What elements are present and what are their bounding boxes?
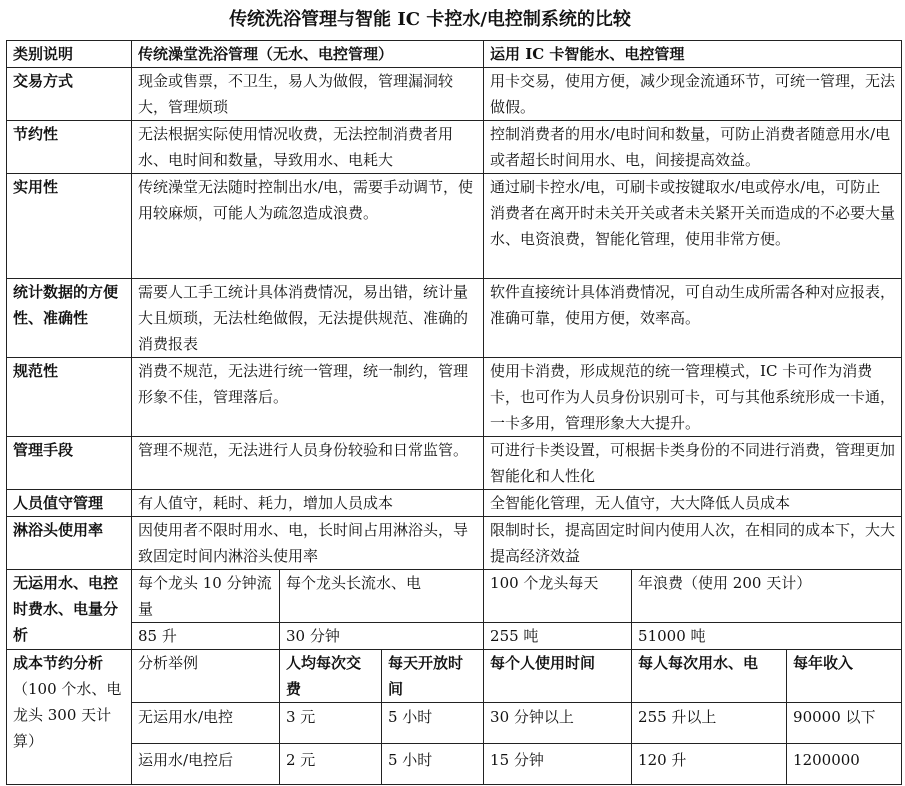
row-smart: 全智能化管理，无人值守，大大降低人员成本 <box>484 490 902 517</box>
cost-cell: 5 小时 <box>382 744 484 785</box>
waste-header-row <box>7 570 902 623</box>
header-smart: 运用 IC 卡智能水、电控管理 <box>484 41 902 68</box>
row-smart: 用卡交易，使用方便，减少现金流通环节，可统一管理，无法做假。 <box>484 68 902 121</box>
waste-value-cell: 51000 吨 <box>632 623 902 650</box>
cost-cell: 3 元 <box>280 703 382 744</box>
cost-label-cell <box>7 650 132 785</box>
waste-value-cell: 255 吨 <box>484 623 632 650</box>
row-label: 规范性 <box>7 358 132 437</box>
cost-head-cell: 每人每次用水、电 <box>632 650 787 703</box>
cost-head-cell: 每个人使用时间 <box>484 650 632 703</box>
row-traditional: 因使用者不限时用水、电，长时间占用淋浴头，导致固定时间内淋浴头使用率 <box>132 517 484 570</box>
table-row <box>7 517 902 570</box>
row-label: 管理手段 <box>7 437 132 490</box>
waste-head-cell: 年浪费（使用 200 天计） <box>632 570 902 623</box>
table-row <box>7 121 902 174</box>
row-smart: 使用卡消费，形成规范的统一管理模式，IC 卡可作为消费卡，也可作为人员身份识别可卡，可与其他系统形成一卡通，一卡多用，管理形象大大提升。 <box>484 358 902 437</box>
row-traditional: 需要人工手工统计具体消费情况，易出错，统计量大且烦琐，无法杜绝做假，无法提供规范、准确的消费报表 <box>132 279 484 358</box>
cost-label: 成本节约分析 <box>13 654 104 672</box>
cost-head-cell: 每天开放时间 <box>382 650 484 703</box>
cost-cell: 运用水/电控后 <box>132 744 280 785</box>
table-row <box>7 490 902 517</box>
cost-row <box>7 744 902 785</box>
cost-cell: 无运用水/电控 <box>132 703 280 744</box>
row-traditional: 管理不规范，无法进行人员身份较验和日常监管。 <box>132 437 484 490</box>
header-traditional: 传统澡堂洗浴管理（无水、电控管理） <box>132 41 484 68</box>
row-smart: 通过刷卡控水/电，可刷卡或按键取水/电或停水/电，可防止消费者在离开时未关开关或者未关紧开关而造成的不必要大量水、电资浪费，智能化管理，使用非常方便。 <box>484 174 902 279</box>
waste-value-row <box>7 623 902 650</box>
table-row <box>7 358 902 437</box>
cost-head-cell: 每年收入 <box>787 650 902 703</box>
row-traditional: 现金或售票，不卫生，易人为做假，管理漏洞较大，管理烦琐 <box>132 68 484 121</box>
row-traditional: 有人值守，耗时、耗力，增加人员成本 <box>132 490 484 517</box>
cost-cell: 120 升 <box>632 744 787 785</box>
cost-cell: 15 分钟 <box>484 744 632 785</box>
cost-head-cell: 分析举例 <box>132 650 280 703</box>
waste-head-cell: 每个龙头 10 分钟流量 <box>132 570 280 623</box>
row-label: 节约性 <box>7 121 132 174</box>
row-traditional: 传统澡堂无法随时控制出水/电，需要手动调节，使用较麻烦，可能人为疏忽造成浪费。 <box>132 174 484 279</box>
waste-head-cell: 每个龙头长流水、电 <box>280 570 484 623</box>
row-smart: 软件直接统计具体消费情况，可自动生成所需各种对应报表，准确可靠，使用方便，效率高。 <box>484 279 902 358</box>
row-smart: 可进行卡类设置，可根据卡类身份的不同进行消费，管理更加智能化和人性化 <box>484 437 902 490</box>
waste-value-cell: 85 升 <box>132 623 280 650</box>
cost-cell: 2 元 <box>280 744 382 785</box>
cost-cell: 5 小时 <box>382 703 484 744</box>
table-row <box>7 174 902 279</box>
waste-value-cell: 30 分钟 <box>280 623 484 650</box>
row-label: 交易方式 <box>7 68 132 121</box>
cost-header-row <box>7 650 902 703</box>
row-traditional: 无法根据实际使用情况收费，无法控制消费者用水、电时间和数量，导致用水、电耗大 <box>132 121 484 174</box>
table-row <box>7 68 902 121</box>
cost-cell: 255 升以上 <box>632 703 787 744</box>
waste-head-cell: 100 个龙头每天 <box>484 570 632 623</box>
cost-row <box>7 703 902 744</box>
row-label: 实用性 <box>7 174 132 279</box>
table-row <box>7 279 902 358</box>
cost-note: （100 个水、电龙头 300 天计算） <box>13 680 122 750</box>
row-label: 淋浴头使用率 <box>7 517 132 570</box>
comparison-table <box>6 40 902 785</box>
waste-label: 无运用水、电控时费水、电量分析 <box>7 570 132 650</box>
row-label: 统计数据的方便性、准确性 <box>7 279 132 358</box>
cost-cell: 30 分钟以上 <box>484 703 632 744</box>
header-row <box>7 41 902 68</box>
cost-cell: 90000 以下 <box>787 703 902 744</box>
row-label: 人员值守管理 <box>7 490 132 517</box>
page-title: 传统洗浴管理与智能 IC 卡控水/电控制系统的比较 <box>229 9 631 30</box>
row-traditional: 消费不规范，无法进行统一管理，统一制约，管理形象不佳，管理落后。 <box>132 358 484 437</box>
cost-cell: 1200000 <box>787 744 902 785</box>
table-row <box>7 437 902 490</box>
row-smart: 限制时长，提高固定时间内使用人次，在相同的成本下，大大提高经济效益 <box>484 517 902 570</box>
header-category: 类别说明 <box>7 41 132 68</box>
cost-head-cell: 人均每次交费 <box>280 650 382 703</box>
row-smart: 控制消费者的用水/电时间和数量，可防止消费者随意用水/电或者超长时间用水、电，间接提高效益。 <box>484 121 902 174</box>
